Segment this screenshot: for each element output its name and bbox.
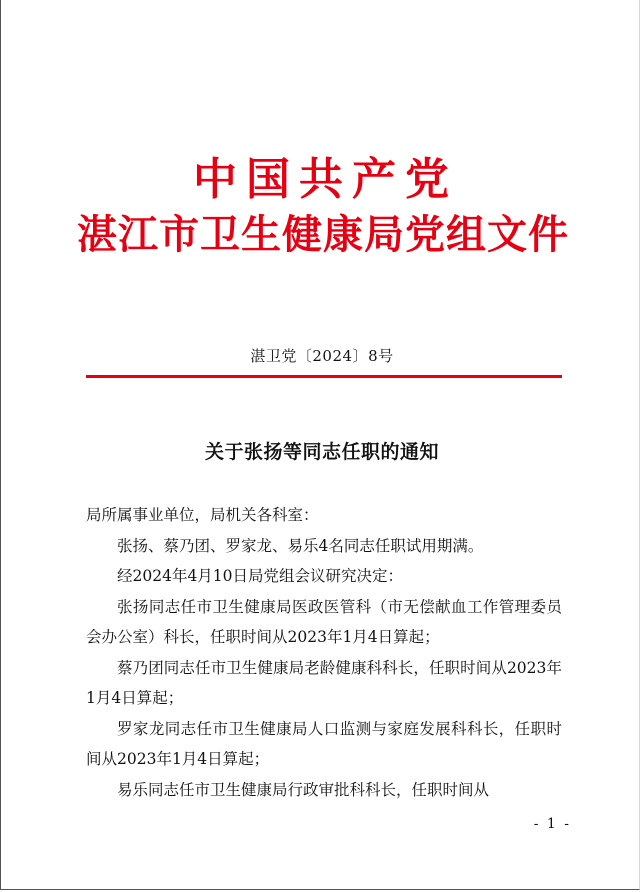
- document-number: 湛卫党〔2024〕8号: [250, 347, 394, 365]
- notice-title: 关于张扬等同志任职的通知: [204, 441, 439, 463]
- red-separator-line: [86, 375, 562, 378]
- salutation: 局所属事业单位，局机关各科室：: [86, 506, 319, 524]
- issuer-header-line2: 湛江市卫生健康局党组文件: [77, 211, 569, 258]
- body-paragraph: 经2024年4月10日局党组会议研究决定：: [117, 567, 404, 585]
- page-number: - 1 -: [533, 816, 571, 832]
- body-paragraph: 张扬同志任市卫生健康局医政医管科（市无偿献血工作管理委员会办公室）科长，任职时间从2023年1月4日算起；: [86, 597, 562, 646]
- issuer-header-line1: 中国共产党: [193, 154, 458, 205]
- body-paragraph: 蔡乃团同志任市卫生健康局老龄健康科科长，任职时间从2023年1月4日算起；: [86, 658, 562, 707]
- body-paragraph: 张扬、蔡乃团、罗家龙、易乐4名同志任职试用期满。: [117, 536, 484, 555]
- notice-body: [86, 500, 562, 805]
- body-paragraph: 罗家龙同志任市卫生健康局人口监测与家庭发展科科长，任职时间从2023年1月4日算起；: [86, 719, 562, 768]
- body-paragraph: 易乐同志任市卫生健康局行政审批科科长，任职时间从: [117, 780, 490, 799]
